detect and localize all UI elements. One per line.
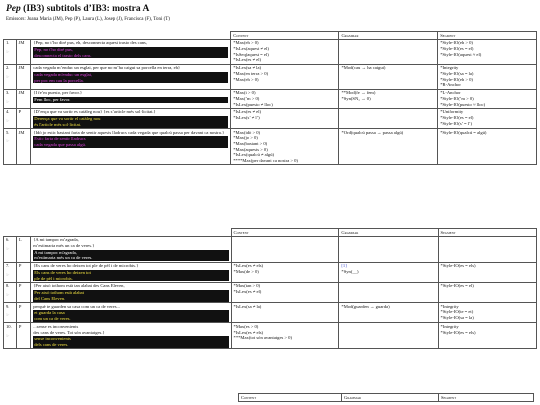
segment-cell (438, 236, 536, 262)
speaker-code: JM (16, 64, 31, 89)
emitters-line: Emissors: Joana Maria (JM), Pep (P), Laura (L), Josep (J), Francisca (F), Toni (T) (6, 17, 170, 22)
speaker-code: JM (16, 39, 31, 64)
play-icon[interactable]: ☞ (6, 271, 10, 277)
row-number-text: 4. (6, 109, 10, 115)
subtitle-line: és l'article més sol·licitat. (34, 121, 82, 127)
play-icon[interactable]: ☞ (6, 138, 10, 144)
source-cell (31, 262, 231, 282)
content-cell (231, 39, 339, 64)
source-cell (31, 89, 231, 108)
segment-cell (438, 39, 537, 64)
row-number (4, 64, 17, 89)
content-constraint: *Max(’m > 0) (233, 95, 260, 101)
table-header-row (239, 394, 534, 402)
header-segment: Segment (438, 32, 537, 40)
content-constraint: *Max(eh > 0) (233, 76, 259, 82)
subtitle-box (33, 310, 228, 321)
source-text: cada vegada m’enduc un esglai, per que no m’ha caigut sa porcella en terra, eh} (33, 65, 181, 71)
subtitle-line: com un ca de veres. (34, 316, 71, 322)
segment-cell (438, 262, 536, 282)
row-number (4, 39, 17, 64)
subtitle-analysis-table-3-header (238, 393, 534, 402)
segment-constraint: *Integrity (440, 303, 459, 309)
content-constraint: *Max(de > 0) (233, 268, 259, 274)
subtitle-line: Estic farta de sentir lladrucs (34, 136, 86, 142)
header-segment: Segment (438, 229, 536, 237)
table-row (4, 108, 537, 128)
segment-constraint: *R-Anchor (440, 82, 461, 88)
content-constraint: *IsLex(es ≠ els) (233, 329, 264, 335)
segment-constraint: *Style-IO(qualcú = algú) (440, 129, 487, 135)
speaker-code: P (16, 262, 30, 282)
subtitle-line: Els cans de veres ho deixen tot (34, 269, 91, 275)
header-grammar: Grammar (339, 32, 438, 40)
content-constraint: *IsLex(es ≠ el) (233, 109, 262, 115)
subtitle-box (33, 136, 228, 147)
header-grammar: Grammar (342, 394, 439, 402)
speaker-code: P (16, 108, 31, 128)
row-number (4, 89, 17, 108)
header-blank (4, 32, 231, 40)
play-icon[interactable]: ☞ (6, 98, 10, 104)
speaker-code: P (16, 303, 30, 323)
segment-cell (438, 282, 536, 302)
segment-cell (438, 108, 537, 128)
subtitle-line: Per això tothom està alabat (34, 290, 84, 296)
content-constraint: *Max(jo > 0) (233, 135, 258, 141)
speaker-code: P (16, 282, 30, 302)
subtitle-line: Pep, no t'ho diré pus, (34, 46, 73, 52)
subtitle-box (33, 116, 228, 127)
header-content: Content (239, 394, 342, 402)
segment-constraint: *Style-IO(’m > 0) (440, 95, 474, 101)
content-constraint: *Max(tan > 0) (233, 283, 261, 289)
content-constraint: *IsSeq(aquest = el) (233, 51, 269, 57)
source-cell (31, 236, 231, 262)
row-number-text: 8. (6, 283, 10, 289)
subtitle-line: Derença que va sortir el catàleg nou (34, 116, 101, 122)
content-constraint: *Max(en terra > 0) (233, 70, 269, 76)
source-text: m’estimaria més un ca de veres.} (33, 242, 95, 248)
header-segment: Segment (439, 394, 534, 402)
source-text: {Pep, no t’ho diré pus, eh, desconnecta aquest trasto des cans, (33, 40, 147, 46)
play-icon[interactable]: ☞ (6, 292, 10, 298)
source-cell (31, 303, 231, 323)
header-content: Content (231, 229, 339, 237)
source-cell (31, 323, 231, 349)
segment-constraint: *Style-IO(eh > 0) (440, 40, 473, 46)
content-constraint: *IsLex(s’ ≠ l’) (233, 115, 260, 121)
table-row (4, 323, 537, 349)
source-text: perquè te guarden sa casa com un ca de veres... (33, 303, 120, 309)
subtitle-line: cada vegada m'enduc un esglai, (34, 71, 93, 77)
row-number (4, 108, 17, 128)
source-text: {D’ença que va sortir es catàleg nou} {es s’article més sol·licitat.} (33, 109, 156, 115)
title-rest: (IB3) subtitols d’IB3: mostra A (20, 4, 150, 14)
grammar-cell (339, 282, 438, 302)
grammar-cell (339, 323, 438, 349)
content-constraint: *Max(i > 0) (233, 90, 256, 96)
table-row (4, 64, 537, 89)
table-row (4, 303, 537, 323)
source-text: {Es cans de veres ho deixen tot ple de pèl i de microbis.} (33, 263, 139, 269)
segment-constraint: *Style-IO(es = el) (440, 283, 474, 289)
content-constraint: *IsLex(es ≠ el) (233, 289, 262, 295)
content-constraint: *IsLex(puesto ≠ lloc) (233, 101, 273, 107)
subtitle-line: del Cans Eleven. (34, 295, 66, 301)
segment-constraint: *Style-IO(es = els) (440, 329, 476, 335)
content-cell (231, 129, 339, 165)
segment-cell (438, 323, 536, 349)
segment-cell (438, 129, 537, 165)
subtitle-line: et guarda la casa (34, 310, 65, 316)
content-constraint: ****Max(per davant ca nostra > 0) (233, 158, 298, 164)
row-number-text: 3. (6, 90, 10, 96)
row-number-text: 10. (6, 323, 12, 329)
subtitle-box (33, 336, 228, 347)
table-header-row (4, 229, 537, 237)
grammar-constraint: *Mod(guarden → guarda) (341, 303, 390, 309)
row-number-text: 5. (6, 129, 10, 135)
grammar-constraint: *Syn(__) (341, 268, 359, 274)
play-icon[interactable]: ☞ (6, 332, 10, 338)
header-blank (4, 229, 232, 237)
segment-constraint: *Integrity (440, 65, 459, 71)
grammar-cell (339, 236, 438, 262)
subtitle-box (33, 47, 228, 58)
subtitle-line: Fem lloc, per favor. (34, 96, 71, 102)
segment-constraint: *Style-IO(sa = la) (440, 70, 474, 76)
row-number-text: 2. (6, 65, 10, 71)
table-row (4, 89, 537, 108)
play-icon[interactable]: ☞ (6, 48, 10, 54)
source-text: des cans de veres. Tot són avantatges.} (33, 329, 105, 335)
row-number-text: 7. (6, 263, 10, 269)
table-header-row (4, 32, 537, 40)
content-cell (231, 262, 339, 282)
content-constraint: ***Max(tot són avantatges > 0) (233, 335, 292, 341)
row-number (4, 236, 17, 262)
content-cell (231, 108, 339, 128)
content-constraint: *Max(eh > 0) (233, 40, 259, 46)
play-icon[interactable]: ☞ (6, 118, 10, 124)
source-cell (31, 129, 231, 165)
row-number-text: 9. (6, 303, 10, 309)
subtitle-box (33, 270, 228, 281)
content-cell (231, 236, 339, 262)
content-constraint: *IsLex(qualcú ≠ algú) (233, 152, 275, 158)
grammar-cell (339, 303, 438, 323)
play-icon[interactable]: ☞ (6, 312, 10, 318)
subtitle-line: m'estimaria més un ca de veres. (34, 255, 93, 261)
row-number (4, 282, 17, 302)
content-constraint: *Max(aquests > 0) (233, 146, 268, 152)
segment-constraint: *Integrity (440, 323, 459, 329)
segment-cell (438, 89, 537, 108)
footnote-link[interactable]: [1] (341, 263, 347, 269)
row-number (4, 323, 17, 349)
content-constraint: *IsLex(sa ≠ la) (233, 65, 262, 71)
content-constraint: *Max(bastant > 0) (233, 140, 268, 146)
content-constraint: *Max(es > 0) (233, 323, 259, 329)
table-row (4, 129, 537, 165)
content-cell (231, 282, 339, 302)
segment-constraint: *Style-IO(s’ = l’) (440, 120, 473, 126)
content-cell (231, 89, 339, 108)
header-content: Content (231, 32, 339, 40)
subtitle-box (33, 97, 228, 103)
speaker-code: P (16, 323, 30, 349)
table-body-2 (4, 236, 537, 348)
subtitle-line: cada vegada que passa algú. (34, 141, 86, 147)
subtitle-line: ple de pèl i microbis. (34, 275, 73, 281)
content-constraint: *IsLex(sa ≠ la) (233, 303, 262, 309)
grammar-cell (339, 64, 438, 89)
document-title (6, 4, 149, 14)
subtitle-box (33, 250, 228, 261)
subtitle-analysis-table-1 (3, 31, 537, 165)
source-cell (31, 39, 231, 64)
source-text: {Idò jo estic bastant farta de sentir aquests lladrucs cada vegada que qualcú passa per davant ca nostra.} (33, 129, 225, 135)
play-icon[interactable]: ☞ (6, 73, 10, 79)
subtitle-line: per poc em cau la porcella. (34, 77, 84, 83)
source-text: {I fe’m puesto, per favor.} (33, 90, 83, 96)
content-constraint: *IsLex(es ≠ el) (233, 57, 262, 63)
source-text: {Per això tothom està tan alabat des Cans Eleven, (33, 283, 125, 289)
source-cell (31, 64, 231, 89)
grammar-cell (339, 39, 438, 64)
segment-constraint: *Style-IO(eh > 0) (440, 76, 473, 82)
table-body-1 (4, 39, 537, 165)
source-text: ...sense es inconvenients (33, 323, 79, 329)
segment-constraint: *Style-IO(es = els) (440, 263, 476, 269)
segment-constraint: *Style-IO(es = el) (440, 45, 474, 51)
subtitle-box (33, 290, 228, 301)
segment-constraint: *Uniformity (440, 109, 464, 115)
speaker-code: L (16, 236, 30, 262)
row-number (4, 129, 17, 165)
segment-constraint: *Style-IO(te = et) (440, 309, 474, 315)
title-italic: Pep (6, 4, 21, 14)
subtitle-analysis-table-2 (3, 228, 537, 349)
row-number (4, 262, 17, 282)
source-cell (31, 108, 231, 128)
content-cell (231, 303, 339, 323)
source-text: {A mi tampoc m’agrada, (33, 237, 79, 243)
subtitle-box (33, 72, 228, 83)
subtitle-line: desconnecta el trasto dels cans. (34, 52, 92, 58)
subtitle-line: dels cans de veres. (34, 341, 69, 347)
speaker-code: JM (16, 129, 31, 165)
content-cell (231, 64, 339, 89)
row-number (4, 303, 17, 323)
grammar-constraint: *Syn(SN₁ → 0) (341, 95, 371, 101)
table-row (4, 282, 537, 302)
segment-constraint: *Style-IO(sa = la) (440, 315, 474, 321)
content-constraint: *IsLex(es ≠ els) (233, 263, 264, 269)
segment-constraint: *Style-IO(puesto ≈ lloc) (440, 101, 486, 107)
content-constraint: *Max(idò > 0) (233, 129, 261, 135)
table-row (4, 236, 537, 262)
grammar-cell (339, 89, 438, 108)
table-row (4, 262, 537, 282)
grammar-constraint: **Mod(fe → fem) (341, 90, 376, 96)
subtitle-line: sense inconvenients (34, 336, 71, 342)
grammar-constraint: *Ord(qualcú passa → passa algú) (341, 129, 404, 135)
grammar-cell (339, 262, 438, 282)
segment-constraint: *Style-IO(aquest ≈ el) (440, 51, 482, 57)
speaker-code: JM (16, 89, 31, 108)
row-number-text: 6. (6, 237, 10, 243)
grammar-constraint: *Mod(cau → ha caigut) (341, 65, 386, 71)
source-cell (31, 282, 231, 302)
play-icon[interactable]: ☞ (6, 245, 10, 251)
segment-constraint: *L-Anchor (440, 90, 461, 96)
grammar-cell (339, 129, 438, 165)
subtitle-line: A mi tampoc m'agrada, (34, 249, 77, 255)
content-constraint: *IsLex(aquest ≠ el) (233, 45, 269, 51)
segment-cell (438, 64, 537, 89)
segment-constraint: *Style-IO(es = el) (440, 115, 474, 121)
header-grammar: Grammar (339, 229, 438, 237)
row-number-text: 1. (6, 40, 10, 46)
content-cell (231, 323, 339, 349)
table-row (4, 39, 537, 64)
segment-cell (438, 303, 536, 323)
grammar-cell (339, 108, 438, 128)
